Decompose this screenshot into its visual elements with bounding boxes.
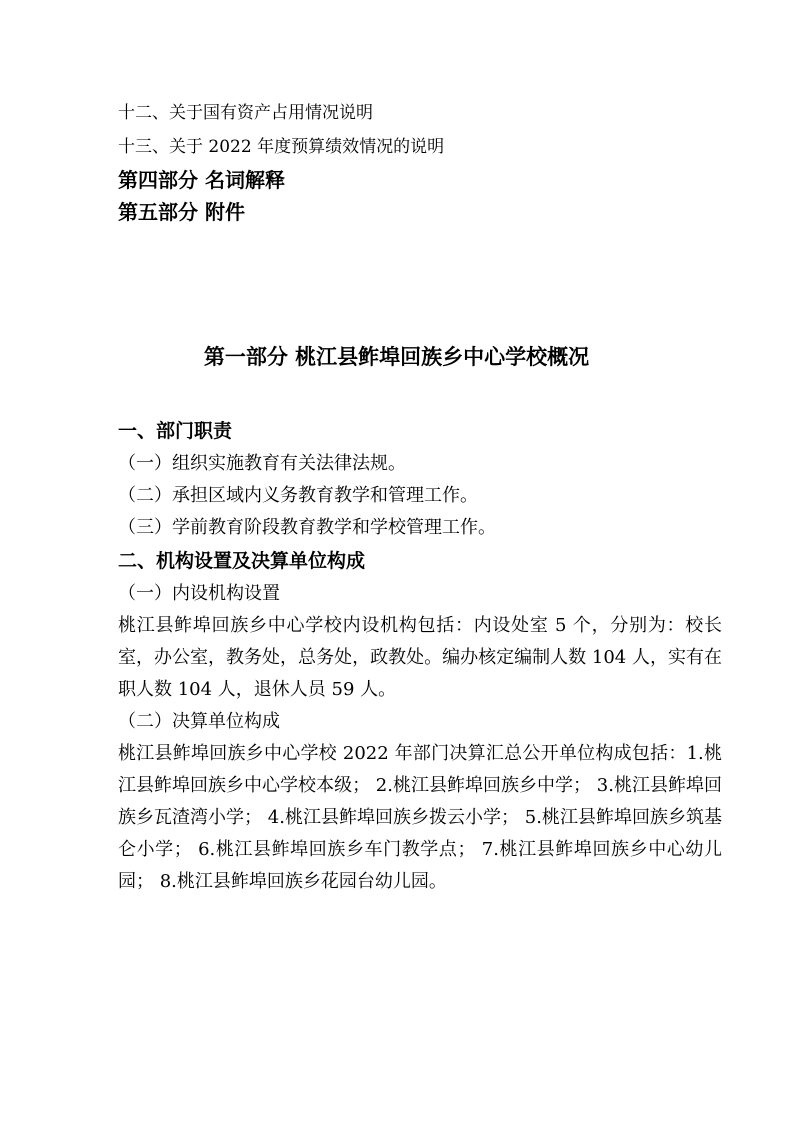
toc-part-5: 第五部分 附件 bbox=[118, 200, 245, 224]
duty-item: （二）承担区域内义务教育教学和管理工作。 bbox=[118, 485, 478, 506]
duty-item: （三）学前教育阶段教育教学和学校管理工作。 bbox=[118, 517, 496, 538]
part-one-title: 第一部分 桃江县鲊埠回族乡中心学校概况 bbox=[203, 345, 590, 369]
toc-item-12: 十二、关于国有资产占用情况说明 bbox=[118, 103, 373, 123]
subsection-heading-units: （二）决算单位构成 bbox=[118, 711, 280, 732]
toc-item-13: 十三、关于 2022 年度预算绩效情况的说明 bbox=[118, 137, 445, 157]
units-composition-paragraph: 桃江县鲊埠回族乡中心学校 2022 年部门决算汇总公开单位构成包括：1.桃江县鲊埠回族乡中心学校本级； 2.桃江县鲊埠回族乡中学； 3.桃江县鲊埠回族乡瓦渣湾小学； 4.桃江县鲊埠回族乡拨云小学； 5.桃江县鲊埠回族乡筑基仑小学； 6.桃江县鲊埠回族乡车门教学点； 7.桃江县鲊埠回族乡中心幼儿园； 8.桃江县鲊埠回族乡花园台幼儿园。 bbox=[118, 743, 722, 892]
document-body bbox=[118, 414, 722, 898]
internal-structure-paragraph: 桃江县鲊埠回族乡中心学校内设机构包括：内设处室 5 个，分别为：校长室，办公室，教务处，总务处，政教处。编办核定编制人数 104 人，实有在职人数 104 人，退休人员 59 人。 bbox=[118, 615, 722, 700]
table-of-contents bbox=[118, 96, 718, 228]
section-heading-duties: 一、部门职责 bbox=[118, 420, 233, 442]
section-heading-organization: 二、机构设置及决算单位构成 bbox=[118, 550, 366, 572]
subsection-heading-internal: （一）内设机构设置 bbox=[118, 583, 280, 604]
duty-item: （一）组织实施教育有关法律法规。 bbox=[118, 453, 406, 474]
toc-part-4: 第四部分 名词解释 bbox=[118, 168, 285, 192]
